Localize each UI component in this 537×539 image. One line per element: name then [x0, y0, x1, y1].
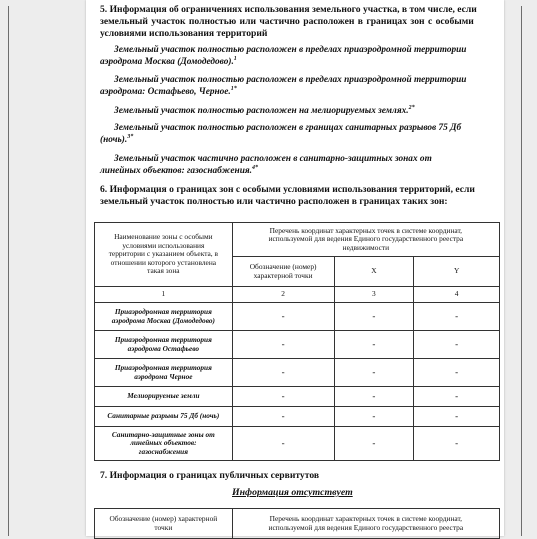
- section7-subheading: Информация отсутствует: [232, 487, 353, 498]
- restriction-item-2-line1: Земельный участок полностью расположен в пределах приаэродромной территории: [114, 75, 467, 85]
- point-cell: -: [232, 303, 334, 331]
- x-cell: -: [334, 387, 414, 407]
- y-cell: -: [414, 427, 500, 461]
- servitude-point-header: Обозначение (номер) характерной точки: [95, 509, 233, 539]
- zone-name-cell: Санитарно-защитные зоны от линейных объектов: газоснабжения: [95, 427, 233, 461]
- point-cell: -: [232, 427, 334, 461]
- x-cell: -: [334, 407, 414, 427]
- column-number: 4: [414, 287, 500, 303]
- y-cell: -: [414, 303, 500, 331]
- section5-heading-line2: земельный участок полностью или частично расположен в границах зон с особыми: [100, 16, 474, 27]
- point-cell: -: [232, 407, 334, 427]
- y-cell: -: [414, 331, 500, 359]
- zone-name-cell: Приаэродромная территория аэродрома Остафьево: [95, 331, 233, 359]
- table-row: [95, 427, 500, 461]
- y-cell: -: [414, 407, 500, 427]
- y-header: Y: [414, 257, 500, 287]
- section5-heading-line3: условиями использования территорий: [100, 28, 268, 39]
- table-row: [95, 331, 500, 359]
- servitudes-table: [94, 508, 500, 539]
- page-edge-left: [8, 6, 9, 536]
- point-cell: -: [232, 331, 334, 359]
- section5-heading-line1: 5. Информация об ограничениях использования земельного участка, в том числе, если: [100, 4, 477, 15]
- restriction-item-2-line2: аэродрома: Остафьево, Черное.$^{1*}$: [100, 85, 237, 97]
- column-number: 1: [95, 287, 233, 303]
- table-row: [95, 303, 500, 331]
- point-cell: -: [232, 387, 334, 407]
- restriction-item-1-line1: Земельный участок полностью расположен в пределах приаэродромной территории: [114, 45, 467, 55]
- section6-heading-line1: 6. Информация о границах зон с особыми условиями использования территорий, если: [100, 184, 475, 195]
- table-row: [95, 387, 500, 407]
- zone-name-cell: Приаэродромная территория аэродрома Черное: [95, 359, 233, 387]
- x-cell: -: [334, 359, 414, 387]
- restriction-item-4-line2: (ночь).$^{3*}$: [100, 133, 134, 145]
- x-cell: -: [334, 331, 414, 359]
- x-header: X: [334, 257, 414, 287]
- point-number-header: Обозначение (номер) характерной точки: [232, 257, 334, 287]
- page-edge-right: [521, 6, 522, 536]
- restriction-item-5-line2: линейных объектов: газоснабжения.$^{4*}$: [100, 164, 258, 176]
- column-number: 3: [334, 287, 414, 303]
- restriction-item-4-line1: Земельный участок полностью расположен в границах санитарных разрывов 75 Дб: [114, 123, 462, 133]
- restriction-item-1-line2: аэродрома Москва (Домодедово).$^1$: [100, 55, 237, 67]
- x-cell: -: [334, 427, 414, 461]
- zones-table: [94, 222, 500, 461]
- point-cell: -: [232, 359, 334, 387]
- section6-heading-line2: земельный участок полностью или частично расположен в границах таких зон:: [100, 196, 448, 207]
- restriction-item-3-line1: Земельный участок полностью расположен на мелиорируемых землях.$^{2*}$: [114, 104, 415, 116]
- x-cell: -: [334, 303, 414, 331]
- zone-name-cell: Санитарные разрывы 75 Дб (ночь): [95, 407, 233, 427]
- y-cell: -: [414, 387, 500, 407]
- zone-name-cell: Приаэродромная территория аэродрома Москва (Домодедово): [95, 303, 233, 331]
- zone-name-cell: Мелиорируемые земли: [95, 387, 233, 407]
- zone-name-header: Наименование зоны с особыми условиями использования территории с указанием объекта, в отношении которого установлена такая зона: [95, 223, 233, 287]
- column-number: 2: [232, 287, 334, 303]
- table-row: [95, 359, 500, 387]
- section7-heading: 7. Информация о границах публичных сервитутов: [100, 470, 320, 481]
- servitude-coordinates-header: Перечень координат характерных точек в системе координат, используемой для ведения Единого государственного реестра: [232, 509, 499, 539]
- restriction-item-5-line1: Земельный участок частично расположен в санитарно-защитных зонах от: [114, 154, 432, 164]
- table-row: [95, 407, 500, 427]
- y-cell: -: [414, 359, 500, 387]
- coordinates-header: Перечень координат характерных точек в системе координат, используемой для ведения Единого государственного реестра недвижимости: [232, 223, 499, 257]
